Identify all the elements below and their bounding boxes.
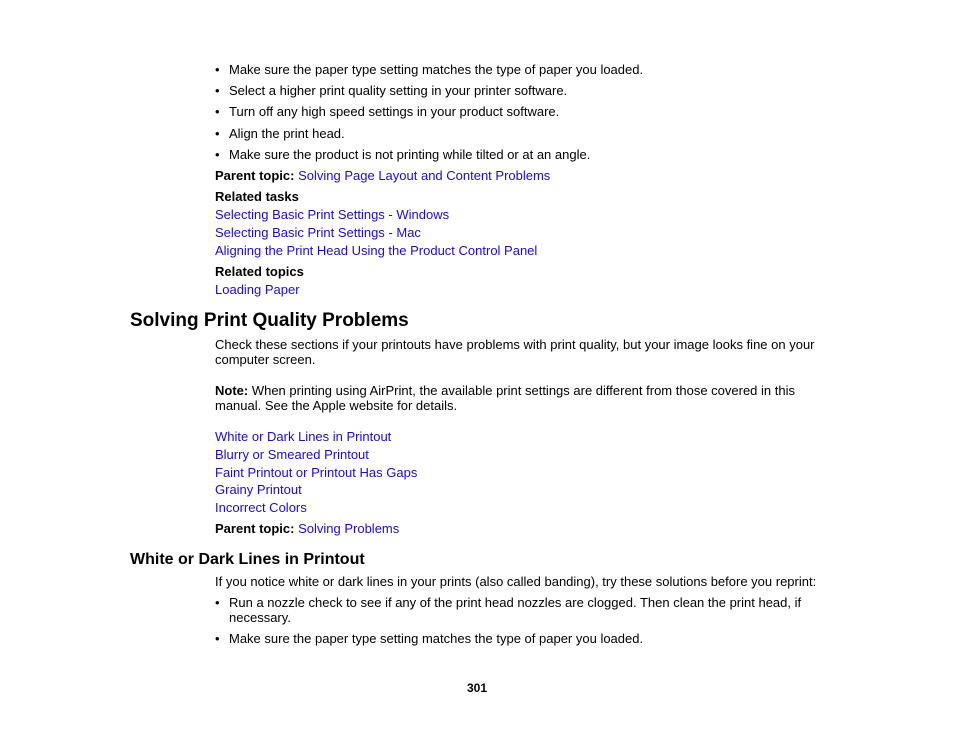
subsection-intro: If you notice white or dark lines in your prints (also called banding), try these solutions before you reprint: (215, 574, 817, 589)
page-number: 301 (466, 681, 488, 695)
parent-topic (215, 168, 825, 183)
bullet-glyph: • (215, 62, 220, 77)
related-task-link-windows[interactable]: Selecting Basic Print Settings - Windows (215, 207, 450, 222)
parent-topic-label: Parent topic: (215, 521, 295, 536)
list-item-text: Run a nozzle check to see if any of the print head nozzles are clogged. Then clean the print head, if (229, 595, 802, 610)
bullet-glyph: • (215, 631, 220, 646)
related-task-link (215, 243, 825, 258)
bullet-glyph: • (215, 595, 220, 610)
list-item-text: necessary. (229, 610, 291, 625)
related-task-link (215, 225, 825, 240)
subsection-title: White or Dark Lines in Printout (130, 551, 365, 568)
parent-topic-link[interactable]: Solving Problems (298, 521, 400, 536)
related-tasks-heading: Related tasks (215, 189, 299, 204)
list-item-text: Make sure the product is not printing while tilted or at an angle. (229, 147, 591, 162)
related-task-link (215, 207, 825, 222)
section-link-row (215, 447, 825, 462)
section-intro-line: Check these sections if your printouts have problems with print quality, but your image looks fine on your (215, 337, 815, 352)
bullet-glyph: • (215, 126, 220, 141)
parent-topic (215, 521, 825, 536)
section-link-row (215, 465, 825, 480)
bullet-glyph: • (215, 83, 220, 98)
section-link-row (215, 500, 825, 515)
section-link-row (215, 482, 825, 497)
section-title: Solving Print Quality Problems (130, 310, 409, 331)
related-topics-heading: Related topics (215, 264, 304, 279)
section-link-row (215, 429, 825, 444)
link-white-dark-lines[interactable]: White or Dark Lines in Printout (215, 429, 392, 444)
related-topic-link-loading-paper[interactable]: Loading Paper (215, 282, 300, 297)
link-incorrect-colors[interactable]: Incorrect Colors (215, 500, 307, 515)
list-item-text: Turn off any high speed settings in your product software. (229, 104, 560, 119)
related-topic-link (215, 282, 825, 297)
list-item-text: Make sure the paper type setting matches the type of paper you loaded. (229, 631, 644, 646)
link-faint-gaps[interactable]: Faint Printout or Printout Has Gaps (215, 465, 418, 480)
section-intro-line: computer screen. (215, 352, 316, 367)
note-label: Note: (215, 383, 249, 398)
note-text: When printing using AirPrint, the available print settings are different from those covered in this (248, 383, 795, 398)
link-grainy[interactable]: Grainy Printout (215, 482, 302, 497)
list-item-text: Make sure the paper type setting matches the type of paper you loaded. (229, 62, 644, 77)
note-line (215, 383, 825, 398)
bullet-glyph: • (215, 104, 220, 119)
list-item-text: Align the print head. (229, 126, 345, 141)
link-blurry-smeared[interactable]: Blurry or Smeared Printout (215, 447, 369, 462)
parent-topic-link[interactable]: Solving Page Layout and Content Problems (298, 168, 551, 183)
bullet-glyph: • (215, 147, 220, 162)
related-task-link-mac[interactable]: Selecting Basic Print Settings - Mac (215, 225, 421, 240)
note-line: manual. See the Apple website for details. (215, 398, 458, 413)
list-item-text: Select a higher print quality setting in your printer software. (229, 83, 568, 98)
parent-topic-label: Parent topic: (215, 168, 295, 183)
related-task-link-align[interactable]: Aligning the Print Head Using the Product Control Panel (215, 243, 538, 258)
